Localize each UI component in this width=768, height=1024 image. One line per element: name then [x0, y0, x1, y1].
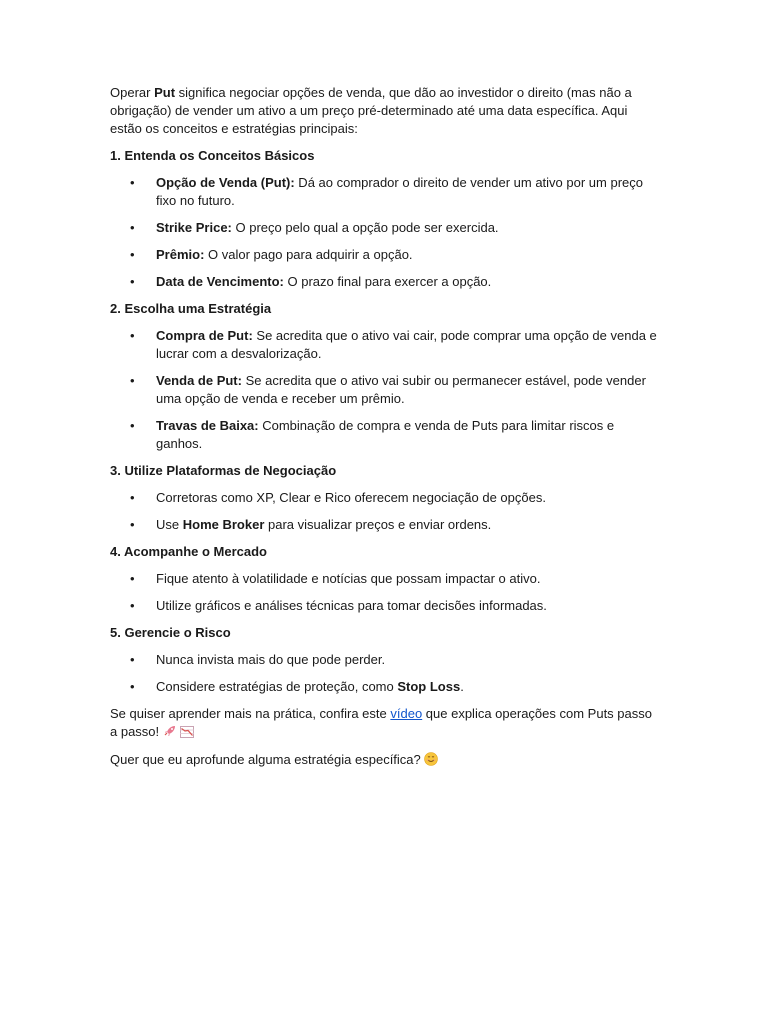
chart-decreasing-icon: [180, 725, 194, 737]
list-item-term: Stop Loss: [397, 679, 461, 694]
list-item-term: Travas de Baixa:: [156, 418, 259, 433]
list-item-text: Se acredita que o ativo vai subir ou permanecer estável, pode vender uma opção de venda e receber um prêmio.: [156, 373, 646, 406]
list-item-text: Nunca invista mais do que pode perder.: [156, 652, 386, 667]
list-item-term: Compra de Put:: [156, 328, 253, 343]
document-body: [110, 84, 658, 778]
list-item-term: Home Broker: [182, 517, 265, 532]
bullet-icon: •: [130, 274, 135, 289]
list-item: [110, 489, 658, 507]
bullet-icon: •: [130, 517, 135, 532]
list-item: [110, 219, 658, 237]
section-heading: 5. Gerencie o Risco: [110, 625, 231, 640]
list-item: [110, 597, 658, 615]
closing-text-pre: Se quiser aprender mais na prática, confira este: [110, 706, 391, 721]
section-list: [110, 174, 658, 291]
section-list: [110, 327, 658, 453]
section-heading: 2. Escolha uma Estratégia: [110, 301, 272, 316]
list-item-term: Prêmio:: [156, 247, 205, 262]
bullet-icon: •: [130, 598, 135, 613]
rocket-icon: [163, 724, 177, 742]
list-item-text: O prazo final para exercer a opção.: [283, 274, 492, 289]
bullet-icon: •: [130, 175, 135, 190]
list-item-text: O valor pago para adquirir a opção.: [204, 247, 413, 262]
sections-container: [110, 147, 658, 696]
bullet-icon: •: [130, 490, 135, 505]
list-item-text: .: [460, 679, 464, 694]
list-item-text: Se acredita que o ativo vai cair, pode comprar uma opção de venda e lucrar com a desvalorização.: [156, 328, 657, 361]
video-link[interactable]: vídeo: [390, 706, 423, 721]
bullet-icon: •: [130, 418, 135, 433]
section-list: [110, 489, 658, 534]
list-item: [110, 417, 658, 453]
section-list: [110, 570, 658, 615]
bullet-icon: •: [130, 571, 135, 586]
list-item-text: Utilize gráficos e análises técnicas para tomar decisões informadas.: [156, 598, 547, 613]
intro-bold-term: Put: [154, 85, 176, 100]
bullet-icon: •: [130, 373, 135, 388]
list-item: [110, 372, 658, 408]
section-heading: 4. Acompanhe o Mercado: [110, 544, 267, 559]
question-paragraph: [110, 751, 658, 769]
list-item-term: Opção de Venda (Put):: [156, 175, 295, 190]
list-item: [110, 273, 658, 291]
section-heading: 1. Entenda os Conceitos Básicos: [110, 148, 315, 163]
smiling-face-icon: [424, 752, 438, 766]
section-list: [110, 651, 658, 696]
section-heading: 3. Utilize Plataformas de Negociação: [110, 463, 337, 478]
list-item-text: Corretoras como XP, Clear e Rico oferecem negociação de opções.: [156, 490, 546, 505]
intro-text-pre: Operar: [110, 85, 155, 100]
bullet-icon: •: [130, 247, 135, 262]
bullet-icon: •: [130, 679, 135, 694]
list-item: [110, 651, 658, 669]
bullet-icon: •: [130, 652, 135, 667]
list-item-text: Fique atento à volatilidade e notícias que possam impactar o ativo.: [156, 571, 541, 586]
list-item-term: Strike Price:: [156, 220, 232, 235]
list-item: [110, 327, 658, 363]
list-item: [110, 174, 658, 210]
question-text: Quer que eu aprofunde alguma estratégia específica?: [110, 752, 425, 767]
list-item-text: Dá ao comprador o direito de vender um ativo por um preço fixo no futuro.: [156, 175, 643, 208]
list-item-text: O preço pelo qual a opção pode ser exercida.: [231, 220, 499, 235]
bullet-icon: •: [130, 328, 135, 343]
list-item-text: Use: [156, 517, 183, 532]
bullet-icon: •: [130, 220, 135, 235]
closing-paragraph: [110, 705, 658, 742]
list-item: [110, 246, 658, 264]
list-item-term: Venda de Put:: [156, 373, 242, 388]
list-item-text: para visualizar preços e enviar ordens.: [264, 517, 492, 532]
list-item-text: Considere estratégias de proteção, como: [156, 679, 398, 694]
list-item-text: Combinação de compra e venda de Puts para limitar riscos e ganhos.: [156, 418, 615, 451]
intro-text-post: significa negociar opções de venda, que dão ao investidor o direito (mas não a obrigação) de vender um ativo a um preço pré-determinado até uma data específica. Aqui estão os conceitos e estratégias principais:: [110, 85, 632, 136]
closing-text-post: que explica operações com Puts passo a passo!: [110, 706, 652, 739]
intro-paragraph: [110, 84, 658, 138]
list-item: [110, 678, 658, 696]
list-item: [110, 570, 658, 588]
list-item: [110, 516, 658, 534]
list-item-term: Data de Vencimento:: [156, 274, 284, 289]
